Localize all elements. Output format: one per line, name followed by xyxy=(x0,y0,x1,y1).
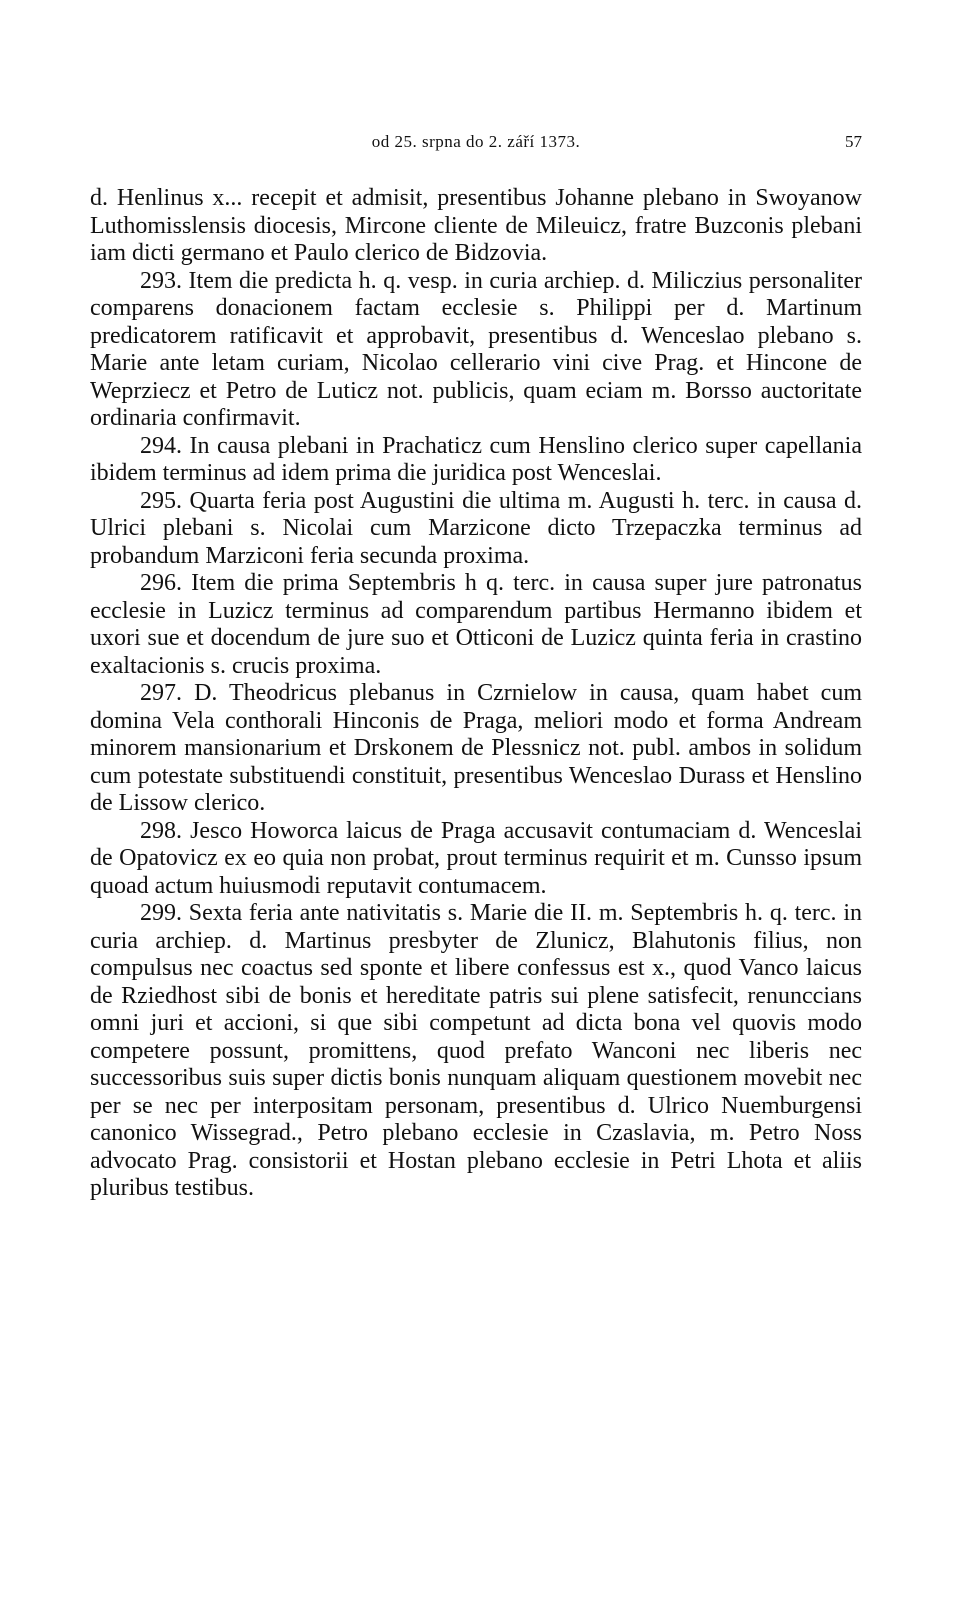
paragraph-text: Item die prima Septembris h q. terc. in causa super jure patronatus ecclesie in Luzicz terminus ad comparendum partibus Hermanno ibidem et uxori sue et docendum de jure suo et Otticoni de Luzicz quinta feria in crastino exaltacionis s. crucis proxima. xyxy=(90,570,863,679)
entry-296 xyxy=(90,570,862,680)
paragraph-continuation xyxy=(90,185,862,268)
entry-number: 298. xyxy=(140,817,182,844)
page-number: 57 xyxy=(845,132,862,151)
page-body xyxy=(90,185,862,1203)
paragraph-text: d. Henlinus x... recepit et admisit, presentibus Johanne plebano in Swoyanow Luthomisslensis diocesis, Mircone cliente de Mileuicz, fratre Buzconis plebani iam dicti germano et Paulo clerico de Bidzovia. xyxy=(90,185,862,266)
entry-293 xyxy=(90,268,862,433)
entry-number: 299. xyxy=(140,900,182,926)
paragraph-text: Item die predicta h. q. vesp. in curia archiep. d. Miliczius personaliter comparens donacionem factam ecclesie s. Philippi per d. Martinum predicatorem ratificavit et approbavit, presentibus d. Wenceslao plebano s. Marie ante letam curiam, Nicolao cellerario vini cive Prag. et Hincone de Weprziecz et Petro de Luticz not. publicis, quam eciam m. Borsso auctoritate ordinaria confirmavit. xyxy=(90,267,863,431)
entry-297 xyxy=(90,680,862,818)
entry-number: 296. xyxy=(140,570,182,596)
entry-number: 297. xyxy=(140,680,182,706)
entry-number: 295. xyxy=(140,487,182,514)
paragraph-text: Quarta feria post Augustini die ultima m. Augusti h. terc. in causa d. Ulrici plebani s. Nicolai cum Marzicone dicto Trzepaczka terminus ad probandum Marziconi feria secunda proxima. xyxy=(90,487,862,569)
document-page xyxy=(90,0,862,1601)
entry-number: 293. xyxy=(140,267,182,294)
entry-number: 294. xyxy=(140,432,182,459)
paragraph-text: Jesco Howorca laicus de Praga accusavit contumaciam d. Wenceslai de Opatovicz ex eo quia non probat, prout terminus requirit et m. Cunsso ipsum quoad actum huiusmodi reputavit contumacem. xyxy=(90,817,863,899)
paragraph-text: Sexta feria ante nativitatis s. Marie die II. m. Septembris h. q. terc. in curia archiep. d. Martinus presbyter de Zlunicz, Blahutonis filius, non compulsus nec coactus sed sponte et libere confessus est x., quod Vanco laicus de Rziedhost sibi de bonis et hereditate patris sui plene satisfecit, renunccians omni juri et accioni, si que sibi competunt ad dicta bona vel quovis modo competere possunt, promittens, quod prefato Wanconi nec liberis nec successoribus suis super dictis bonis nunquam aliquam questionem movebit nec per se nec per interpositam personam, presentibus d. Ulrico Nuemburgensi canonico Wissegrad., Petro plebano ecclesie in Czaslavia, m. Petro Noss advocato Prag. consistorii et Hostan plebano ecclesie in Petri Lhota et aliis pluribus testibus. xyxy=(90,900,863,1201)
entry-295 xyxy=(90,488,862,571)
paragraph-text: D. Theodricus plebanus in Czrnielow in causa, quam habet cum domina Vela conthorali Hinconis de Praga, meliori modo et forma Andream minorem mansionarium et Drskonem de Plessnicz not. publ. ambos in solidum cum potestate substituendi constituit, presentibus Wenceslao Durass et Henslino de Lissow clerico. xyxy=(90,680,862,816)
paragraph-text: In causa plebani in Prachaticz cum Henslino clerico super capellania ibidem terminus ad idem prima die juridica post Wenceslai. xyxy=(90,432,862,486)
entry-294 xyxy=(90,433,862,488)
entry-298 xyxy=(90,818,862,901)
running-title: od 25. srpna do 2. září 1373. xyxy=(371,132,581,151)
page-header xyxy=(90,132,862,158)
entry-299 xyxy=(90,900,862,1203)
